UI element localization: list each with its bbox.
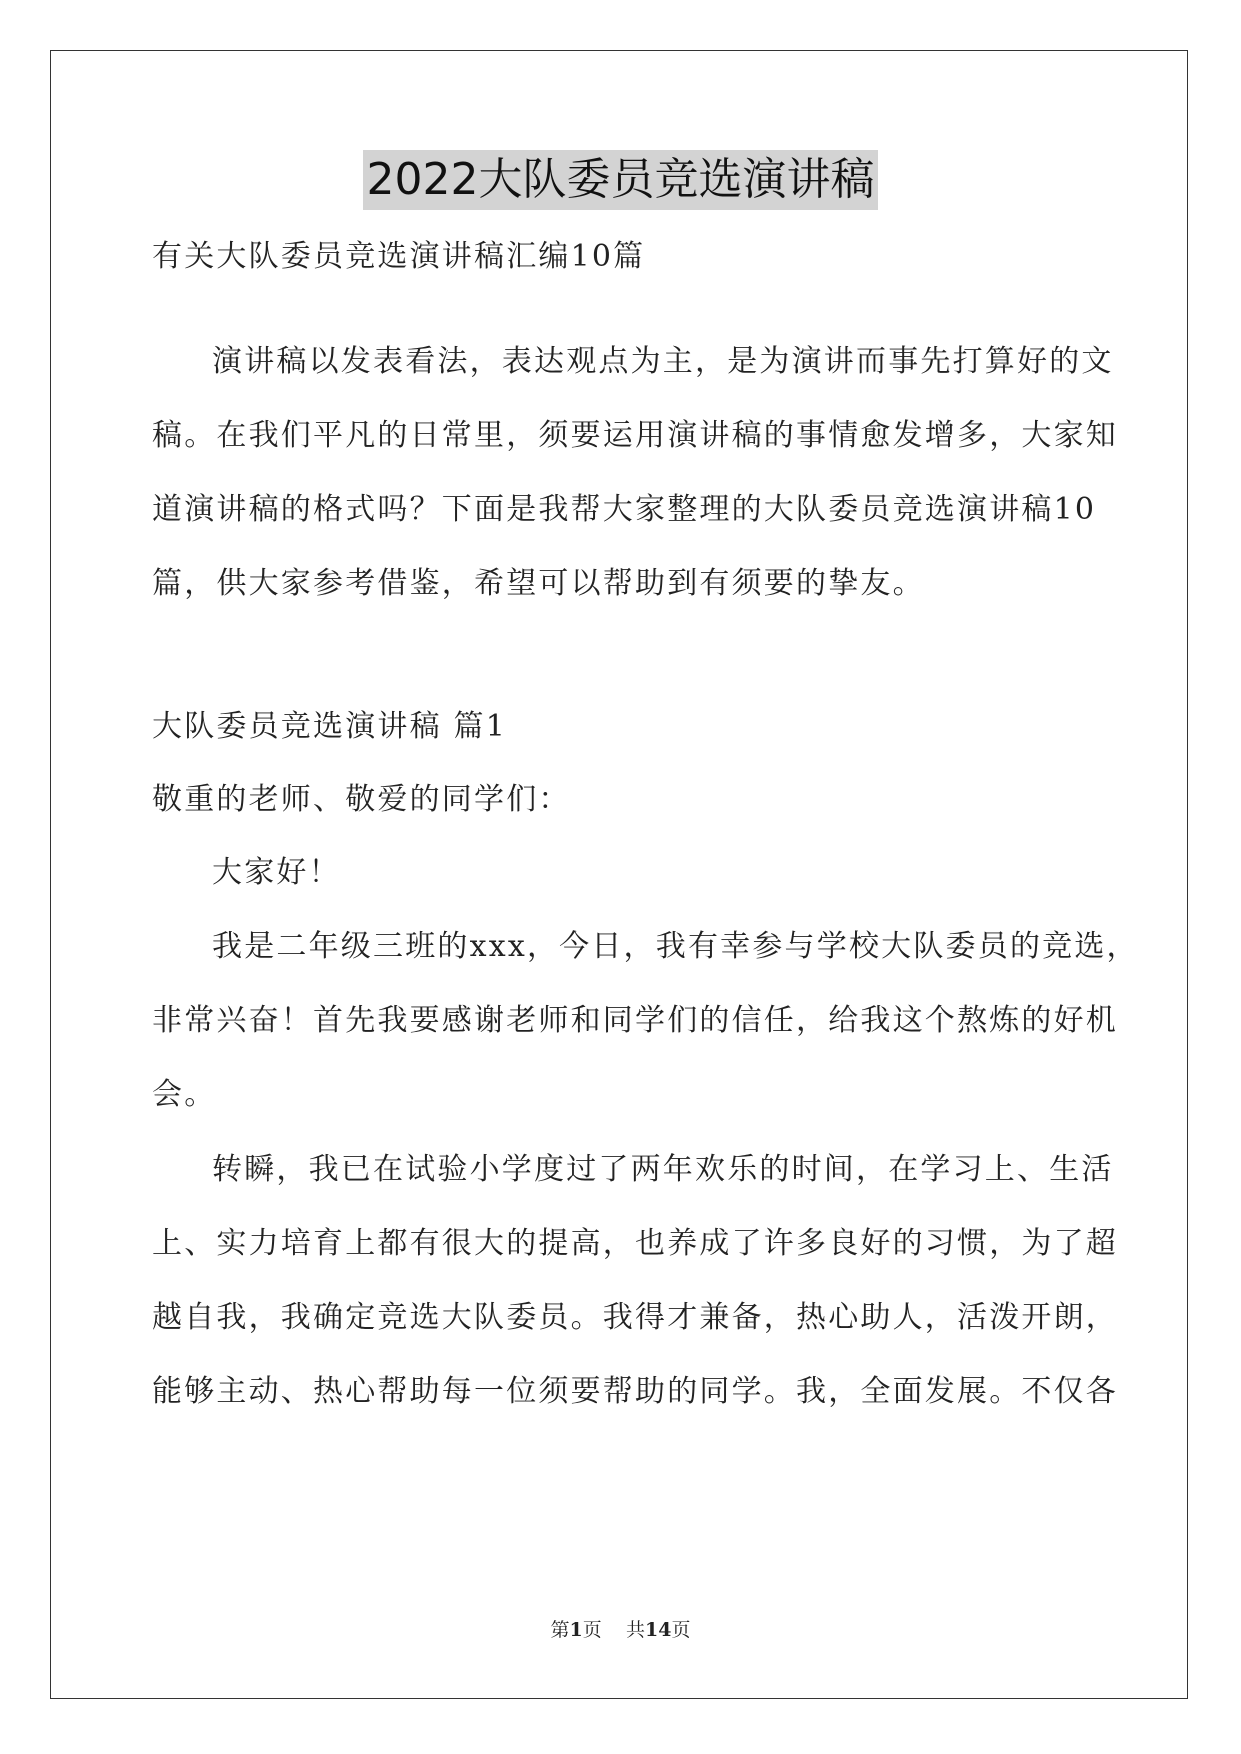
- body-line: 非常兴奋！首先我要感谢老师和同学们的信任，给我这个熬炼的好机: [152, 1003, 1118, 1038]
- title-container: [0, 150, 1241, 210]
- body-line: 篇，供大家参考借鉴，希望可以帮助到有须要的挚友。: [152, 566, 925, 601]
- body-line: 会。: [152, 1077, 217, 1112]
- body-line: 越自我，我确定竞选大队委员。我得才兼备，热心助人，活泼开朗，: [152, 1300, 1118, 1335]
- footer-total-prefix: 共: [625, 1619, 645, 1641]
- section-heading: 大队委员竞选演讲稿 篇1: [152, 709, 508, 744]
- document-title: 2022大队委员竞选演讲稿: [363, 150, 879, 210]
- body-line: 演讲稿以发表看法，表达观点为主，是为演讲而事先打算好的文: [212, 344, 1114, 379]
- page-footer: [0, 1617, 1241, 1643]
- footer-page-unit: 页: [582, 1619, 602, 1641]
- body-line: 能够主动、热心帮助每一位须要帮助的同学。我，全面发展。不仅各: [152, 1374, 1118, 1409]
- greeting-line: 大家好！: [212, 855, 341, 890]
- footer-page-total: 14: [644, 1619, 672, 1641]
- body-line: 我是二年级三班的xxx，今日，我有幸参与学校大队委员的竞选，: [212, 929, 1139, 964]
- body-line: 稿。在我们平凡的日常里，须要运用演讲稿的事情愈发增多，大家知: [152, 418, 1118, 453]
- footer-page-current: 1: [569, 1619, 583, 1641]
- body-line: 上、实力培育上都有很大的提高，也养成了许多良好的习惯，为了超: [152, 1226, 1118, 1261]
- body-line: 道演讲稿的格式吗？下面是我帮大家整理的大队委员竞选演讲稿10: [152, 492, 1097, 527]
- footer-total-unit: 页: [671, 1619, 691, 1641]
- footer-page-prefix: 第: [550, 1619, 570, 1641]
- body-line: 转瞬，我已在试验小学度过了两年欢乐的时间，在学习上、生活: [212, 1152, 1114, 1187]
- subtitle-line: 有关大队委员竞选演讲稿汇编10篇: [152, 239, 646, 274]
- salutation-line: 敬重的老师、敬爱的同学们：: [152, 782, 571, 817]
